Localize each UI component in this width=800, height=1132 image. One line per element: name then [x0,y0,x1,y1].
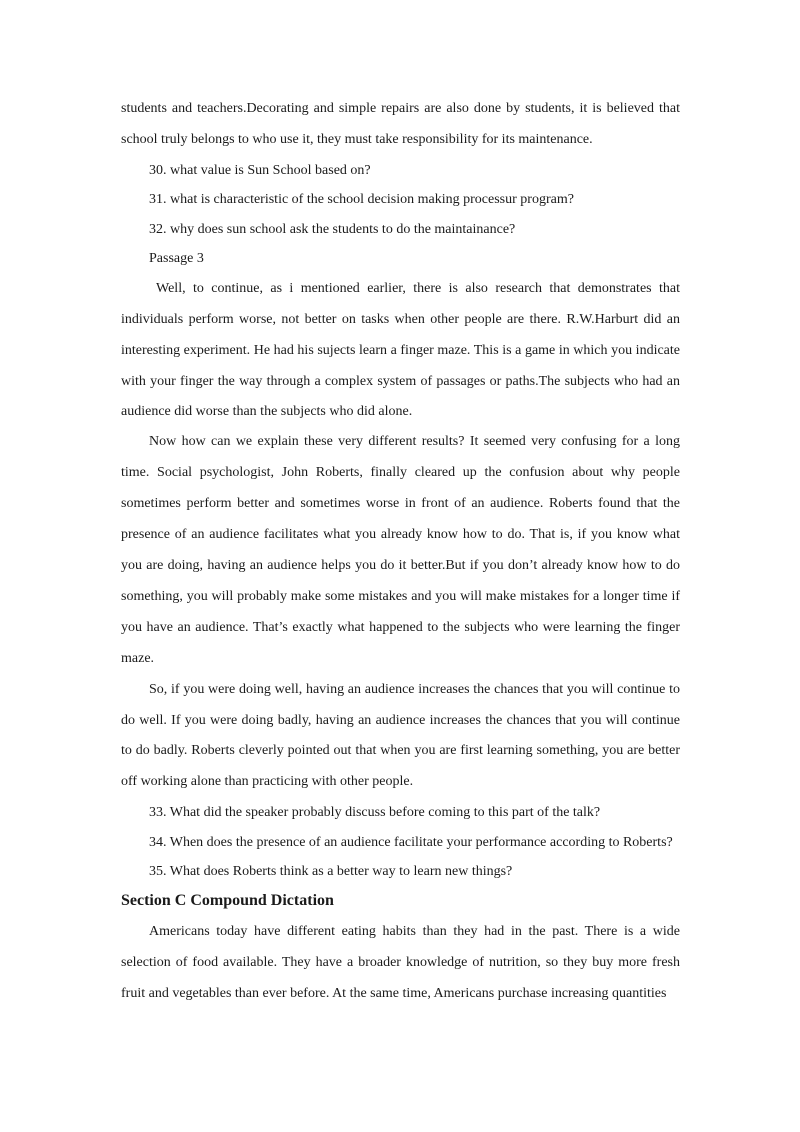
question-list-b [121,798,680,887]
passage-3-title: Passage 3 [149,251,204,267]
question-31: 31. what is characteristic of the school decision making processur program? [149,192,574,208]
question-32: 32. why does sun school ask the students to do the maintainance? [149,221,516,237]
section-c-paragraph: Americans today have different eating habits than they had in the past. There is a wide selection of food available. They have a broader knowledge of nutrition, so they buy more fresh fruit and vegetables than ever before. At the same time, Americans purchase increasing quantities [121,923,680,1001]
question-35: 35. What does Roberts think as a better way to learn new things? [149,864,513,880]
continuation-paragraph: students and teachers.Decorating and simple repairs are also done by students, it is believed that school truly belongs to who use it, they must take responsibility for its maintenance. [121,101,680,147]
question-34: 34. When does the presence of an audience facilitate your performance according to Roberts? [149,834,673,850]
question-33: 33. What did the speaker probably discuss before coming to this part of the talk? [149,805,601,821]
question-30: 30. what value is Sun School based on? [149,162,371,178]
passage-3-paragraph-1: Well, to continue, as i mentioned earlier, there is also research that demonstrates that individuals perform worse, not better on tasks when other people are there. R.W.Harburt did an interesting experiment. He had his sujects learn a finger maze. This is a game in which you indicate with your finger the way through a complex system of passages or paths.The subjects who had an audience did worse than the subjects who did alone. [121,280,680,420]
section-c-heading: Section C Compound Dictation [121,891,334,909]
passage-3-paragraph-3: So, if you were doing well, having an audience increases the chances that you will continue to do well. If you were doing badly, having an audience increases the chances that you will continue to do badly. Roberts cleverly pointed out that when you are first learning something, you are better off working alone than practicing with other people. [121,681,680,790]
passage-3-paragraph-2: Now how can we explain these very different results? It seemed very confusing for a long time. Social psychologist, John Roberts, finally cleared up the confusion about why people sometimes perform better and sometimes worse in front of an audience. Roberts found that the presence of an audience facilitates what you already know how to do. That is, if you know what you are doing, having an audience helps you do it better.But if you don’t already know how to do something, you will probably make some mistakes and you will make mistakes for a longer time if you have an audience. That’s exactly what happened to the subjects who were learning the finger maze. [121,434,680,666]
document-page [121,94,680,1009]
question-list-a [121,156,680,245]
